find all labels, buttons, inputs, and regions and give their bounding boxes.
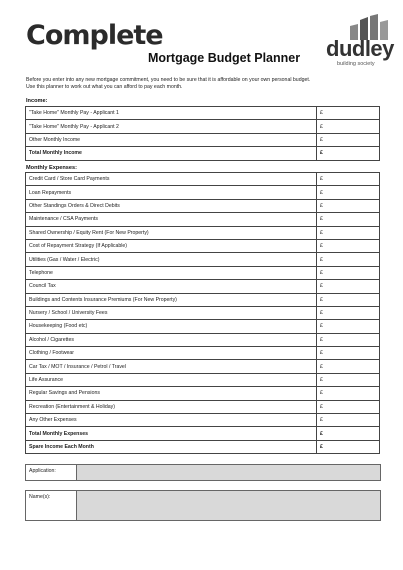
amount-field[interactable]: £ [317, 414, 380, 427]
row-label: "Take Home" Monthly Pay - Applicant 2 [26, 120, 317, 133]
table-row [26, 107, 380, 120]
row-label: Nursery / School / University Fees [26, 306, 317, 319]
amount-field[interactable]: £ [317, 293, 380, 306]
brand-name: dudley [326, 36, 394, 61]
row-label: Maintenance / CSA Payments [26, 213, 317, 226]
amount-field[interactable]: £ [317, 306, 380, 319]
intro-line-1: Before you enter into any new mortgage commitment, you need to be sure that it is affordable on your own personal budget. [26, 77, 311, 83]
table-row [26, 387, 380, 400]
page-title: Mortgage Budget Planner [148, 51, 301, 65]
row-label: Cost of Repayment Strategy (If Applicable) [26, 239, 317, 252]
table-row [26, 266, 380, 279]
amount-field[interactable]: £ [317, 280, 380, 293]
amount-field[interactable]: £ [317, 400, 380, 413]
application-field[interactable] [77, 465, 380, 480]
application-box [25, 464, 381, 481]
row-label: Other Monthly Income [26, 133, 317, 146]
row-label: Spare Income Each Month [26, 440, 317, 453]
amount-field[interactable]: £ [317, 333, 380, 346]
expenses-heading: Monthly Expenses: [26, 165, 77, 171]
brand-tagline: building society [337, 61, 375, 67]
row-label: Car Tax / MOT / Insurance / Petrol / Travel [26, 360, 317, 373]
table-row [26, 427, 380, 440]
table-row [26, 347, 380, 360]
row-label: Shared Ownership / Equity Rent (For New Property) [26, 226, 317, 239]
amount-field[interactable]: £ [317, 133, 380, 146]
amount-field[interactable]: £ [317, 440, 380, 453]
amount-field[interactable]: £ [317, 107, 380, 120]
table-row [26, 133, 380, 146]
dudley-logo [326, 14, 392, 72]
names-box [25, 490, 381, 521]
row-label: "Take Home" Monthly Pay - Applicant 1 [26, 107, 317, 120]
table-row [26, 333, 380, 346]
amount-field[interactable]: £ [317, 120, 380, 133]
amount-field[interactable]: £ [317, 147, 380, 160]
amount-field[interactable]: £ [317, 239, 380, 252]
amount-field[interactable]: £ [317, 373, 380, 386]
amount-field[interactable]: £ [317, 387, 380, 400]
table-row [26, 373, 380, 386]
amount-field[interactable]: £ [317, 199, 380, 212]
amount-field[interactable]: £ [317, 253, 380, 266]
table-row [26, 360, 380, 373]
row-label: Clothing / Footwear [26, 347, 317, 360]
row-label: Council Tax [26, 280, 317, 293]
row-label: Other Standings Orders & Direct Debits [26, 199, 317, 212]
complete-logo: Complete [26, 20, 163, 51]
table-row [26, 306, 380, 319]
amount-field[interactable]: £ [317, 347, 380, 360]
row-label: Regular Savings and Pensions [26, 387, 317, 400]
table-row [26, 120, 380, 133]
row-label: Utilities (Gas / Water / Electric) [26, 253, 317, 266]
application-label: Application: [26, 465, 77, 480]
row-label: Loan Repayments [26, 186, 317, 199]
table-row [26, 173, 380, 186]
row-label: Any Other Expenses [26, 414, 317, 427]
table-row [26, 147, 380, 160]
table-row [26, 440, 380, 453]
row-label: Buildings and Contents Insurance Premiums (For New Property) [26, 293, 317, 306]
income-table [25, 106, 380, 161]
table-row [26, 186, 380, 199]
intro-text [26, 77, 378, 91]
row-label: Credit Card / Store Card Payments [26, 173, 317, 186]
intro-line-2: Use this planner to work out what you can afford to pay each month. [26, 84, 183, 90]
row-label: Recreation (Entertainment & Holiday) [26, 400, 317, 413]
income-heading: Income: [26, 98, 48, 104]
table-row [26, 213, 380, 226]
table-row [26, 226, 380, 239]
amount-field[interactable]: £ [317, 186, 380, 199]
table-row [26, 199, 380, 212]
row-label: Alcohol / Cigarettes [26, 333, 317, 346]
row-label: Housekeeping (Food etc) [26, 320, 317, 333]
amount-field[interactable]: £ [317, 173, 380, 186]
table-row [26, 253, 380, 266]
table-row [26, 280, 380, 293]
row-label: Total Monthly Expenses [26, 427, 317, 440]
row-label: Total Monthly Income [26, 147, 317, 160]
table-row [26, 414, 380, 427]
amount-field[interactable]: £ [317, 320, 380, 333]
row-label: Life Assurance [26, 373, 317, 386]
row-label: Telephone [26, 266, 317, 279]
names-field[interactable] [77, 491, 380, 520]
amount-field[interactable]: £ [317, 213, 380, 226]
amount-field[interactable]: £ [317, 360, 380, 373]
table-row [26, 400, 380, 413]
table-row [26, 239, 380, 252]
table-row [26, 320, 380, 333]
expenses-table [25, 172, 380, 454]
names-label: Name(s): [26, 491, 77, 520]
amount-field[interactable]: £ [317, 226, 380, 239]
amount-field[interactable]: £ [317, 427, 380, 440]
amount-field[interactable]: £ [317, 266, 380, 279]
table-row [26, 293, 380, 306]
